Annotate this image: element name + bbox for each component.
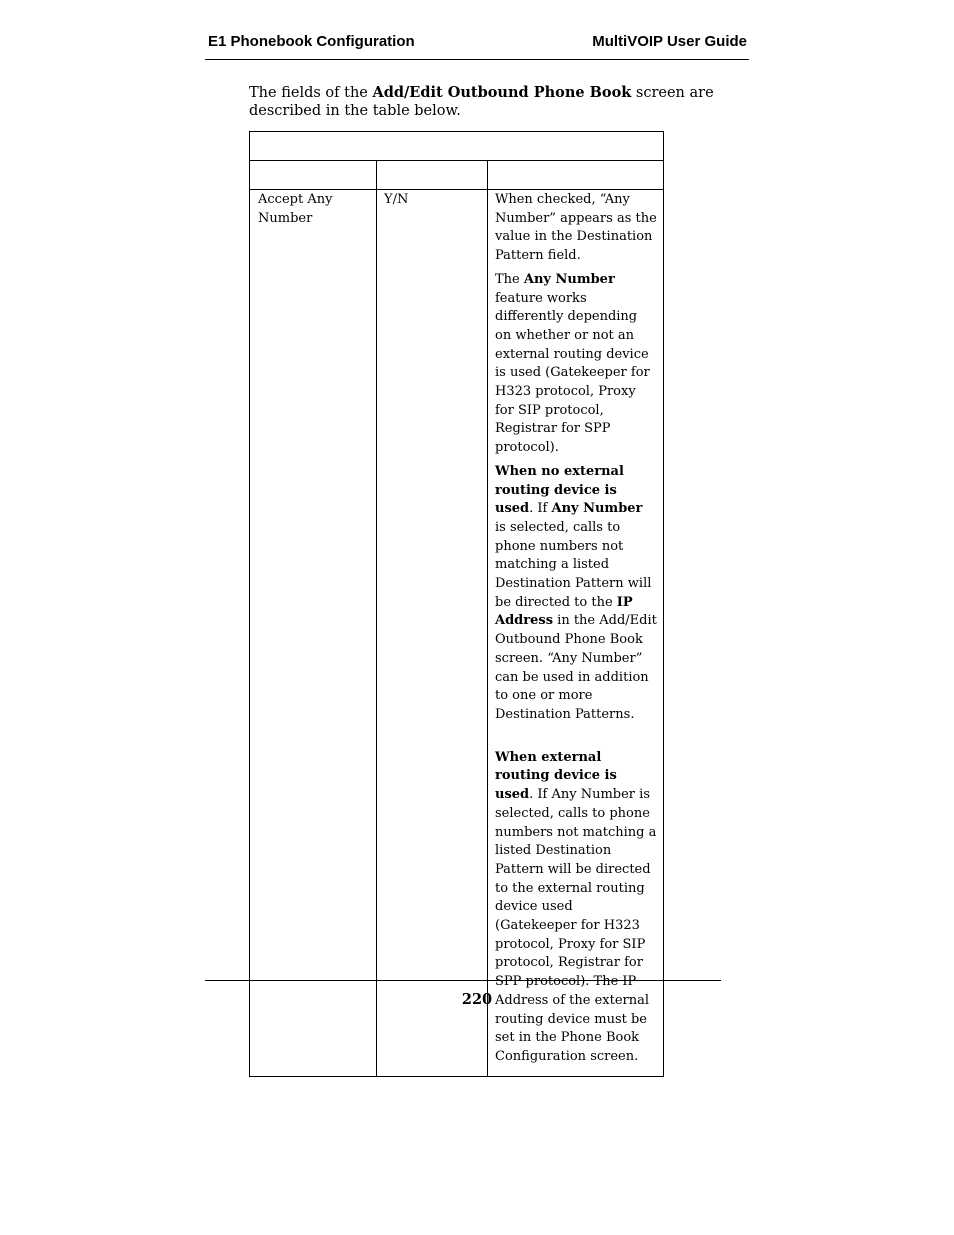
- column-header-field: [250, 161, 377, 190]
- table-title-row: [250, 132, 664, 161]
- description-paragraph-2: [495, 271, 657, 458]
- table-row: [250, 190, 664, 1077]
- column-header-values: [377, 161, 488, 190]
- page-header: [205, 33, 749, 60]
- desc-text: . If: [529, 501, 552, 517]
- header-section-title: E1 Phonebook Configuration: [208, 33, 415, 50]
- description-paragraph-3: [495, 463, 657, 725]
- desc-bold-any-number: Any Number: [551, 501, 643, 517]
- column-header-description: [488, 161, 664, 190]
- desc-text: . If Any Number is selected, calls to phone numbers not matching a listed Destination Pattern will be directed to the external routing device used (Gatekeeper for H323 protocol, Proxy for SIP protocol, Registrar for SPP protocol). The IP Address of the external routing device must be set in the Phone Book Configuration screen.: [495, 787, 657, 1064]
- footer-rule: [205, 980, 721, 981]
- page-number: 220: [461, 991, 493, 1008]
- desc-text: in the Add/Edit Outbound Phone Book screen. “Any Number” can be used in addition to one or more Destination Patterns.: [495, 613, 657, 722]
- intro-text-after: screen are described in the table below.: [249, 85, 714, 119]
- desc-bold-ip-address: IP Address: [495, 594, 633, 629]
- desc-text: is selected, calls to phone numbers not matching a listed Destination Pattern will be directed to the: [495, 519, 652, 610]
- intro-screen-name: Add/Edit Outbound Phone Book: [372, 84, 632, 101]
- field-values-cell: Y/N: [377, 190, 488, 1077]
- table-header-row: [250, 161, 664, 190]
- desc-bold-any-number: Any Number: [523, 271, 615, 287]
- intro-text-before: The fields of the: [249, 85, 373, 101]
- table-title: [250, 132, 664, 161]
- description-paragraph-4: [495, 749, 657, 1067]
- desc-bold-heading: When external routing device is used: [495, 749, 617, 803]
- intro-paragraph: [249, 84, 749, 120]
- desc-text: feature works differently depending on whether or not an external routing device is used (Gatekeeper for H323 protocol, Proxy for SIP protocol, Registrar for SPP protocol).: [495, 290, 650, 456]
- description-paragraph-1: When checked, “Any Number” appears as the value in the Destination Pattern field.: [495, 192, 657, 264]
- field-name-cell: Accept Any Number: [250, 190, 377, 1077]
- field-description-cell: [488, 190, 664, 1077]
- desc-text: The: [495, 271, 524, 287]
- field-description-table: [249, 131, 664, 1077]
- desc-bold-heading: When no external routing device is used: [495, 463, 624, 517]
- header-guide-title: MultiVOIP User Guide: [592, 33, 747, 50]
